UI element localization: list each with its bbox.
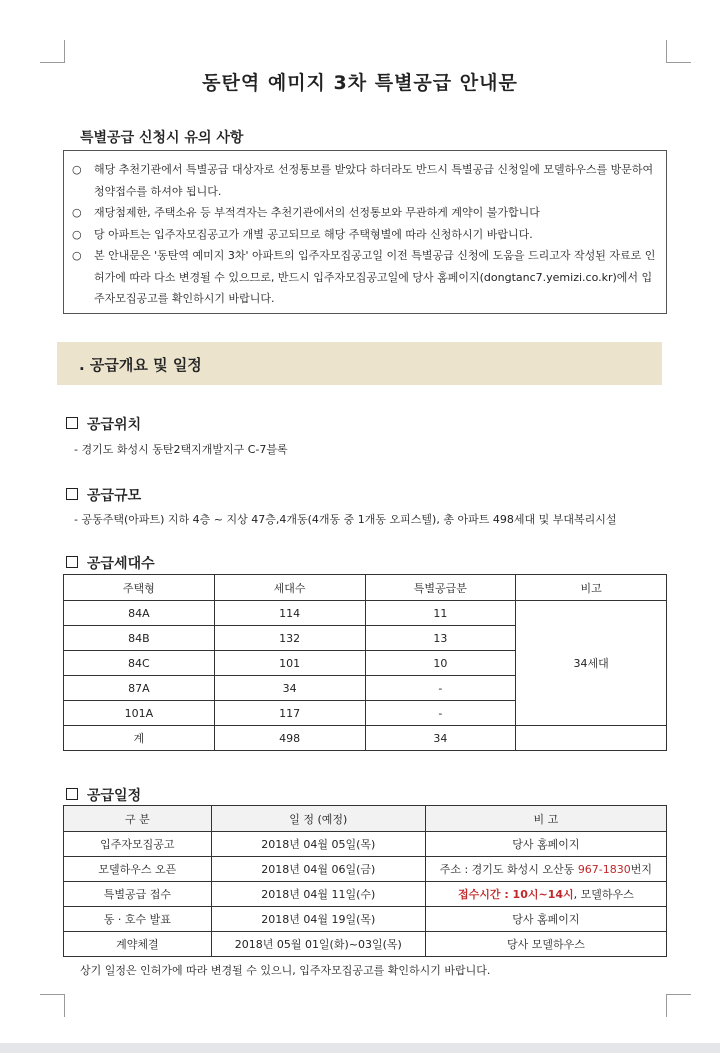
circle-bullet-icon: ○ — [72, 206, 82, 219]
column-header: 구 분 — [64, 806, 212, 832]
schedule-heading: 공급일정 — [66, 785, 141, 805]
notice-text: 재당첨제한, 주택소유 등 부적격자는 추천기관에서의 선정통보와 무관하게 계약이 불가합니다 — [94, 206, 540, 219]
table-cell: 34 — [365, 726, 516, 751]
table-cell: 동 · 호수 발표 — [64, 907, 212, 932]
notice-text: 본 안내문은 '동탄역 예미지 3차' 아파트의 입주자모집공고일 이전 특별공급 신청에 도움을 드리고자 작성된 자료로 인허가에 따라 다소 변경될 수 있으므로, 반드시 입주자모집공고일에 당사 홈페이지(dongtanc7.yemizi.co.kr)에서 입주자모집공고를 확인하시기 바랍니다. — [94, 249, 656, 305]
table-cell: 498 — [214, 726, 365, 751]
schedule-table — [63, 805, 667, 957]
table-header-row — [64, 575, 667, 601]
table-cell: 주소 : 경기도 화성시 오산동 967-1830번지 — [425, 857, 666, 882]
crop-mark-bottom-left — [40, 994, 65, 1017]
table-cell: 계 — [64, 726, 215, 751]
column-header: 비고 — [516, 575, 667, 601]
column-header: 일 정 (예정) — [211, 806, 425, 832]
table-row — [64, 601, 667, 626]
viewer-bottom-bar — [0, 1043, 720, 1053]
circle-bullet-icon: ○ — [72, 249, 82, 262]
notice-box — [63, 150, 667, 314]
notice-title: 특별공급 신청시 유의 사항 — [80, 130, 244, 146]
circle-bullet-icon: ○ — [72, 163, 82, 176]
crop-mark-top-right — [666, 40, 691, 63]
table-row — [64, 832, 667, 857]
crop-mark-bottom-right — [666, 994, 691, 1017]
notice-text: 당 아파트는 입주자모집공고가 개별 공고되므로 해당 주택형별에 따라 신청하시기 바랍니다. — [94, 227, 533, 241]
table-cell: 117 — [214, 701, 365, 726]
table-cell: 당사 홈페이지 — [425, 907, 666, 932]
table-cell: - — [365, 701, 516, 726]
table-cell: 특별공급 접수 — [64, 882, 212, 907]
table-cell: 당사 모델하우스 — [425, 932, 666, 957]
table-cell: 2018년 04월 11일(수) — [211, 882, 425, 907]
scale-heading: 공급규모 — [66, 485, 141, 505]
table-cell: 입주자모집공고 — [64, 832, 212, 857]
table-cell: 2018년 04월 06일(금) — [211, 857, 425, 882]
location-heading: 공급위치 — [66, 414, 141, 434]
table-total-row — [64, 726, 667, 751]
table-cell: 87A — [64, 676, 215, 701]
table-row — [64, 882, 667, 907]
page-title: 동탄역 예미지 3차 특별공급 안내문 — [202, 72, 518, 94]
column-header: 주택형 — [64, 575, 215, 601]
table-cell: - — [365, 676, 516, 701]
table-cell: 모델하우스 오픈 — [64, 857, 212, 882]
table-cell: 2018년 04월 19일(목) — [211, 907, 425, 932]
table-row — [64, 932, 667, 957]
notice-item — [72, 202, 656, 224]
table-cell: 84C — [64, 651, 215, 676]
table-cell: 2018년 05월 01일(화)~03일(목) — [211, 932, 425, 957]
table-cell: 84B — [64, 626, 215, 651]
column-header: 비 고 — [425, 806, 666, 832]
table-cell: 101A — [64, 701, 215, 726]
checkbox-square-icon — [66, 788, 78, 800]
table-cell — [516, 726, 667, 751]
checkbox-square-icon — [66, 556, 78, 568]
checkbox-square-icon — [66, 417, 78, 429]
table-cell: 34 — [214, 676, 365, 701]
table-row — [64, 907, 667, 932]
notice-item — [72, 159, 656, 202]
location-text: - 경기도 화성시 동탄2택지개발지구 C-7블록 — [74, 443, 288, 456]
notice-item — [72, 245, 656, 310]
checkbox-square-icon — [66, 488, 78, 500]
column-header: 세대수 — [214, 575, 365, 601]
units-table — [63, 574, 667, 751]
table-header-row — [64, 806, 667, 832]
notice-item — [72, 224, 656, 246]
notice-text: 해당 추천기관에서 특별공급 대상자로 선정통보를 받았다 하더라도 반드시 특별공급 신청일에 모델하우스를 방문하여 청약접수를 하셔야 됩니다. — [94, 163, 654, 198]
table-cell: 10 — [365, 651, 516, 676]
table-cell: 2018년 04월 05일(목) — [211, 832, 425, 857]
schedule-footnote: 상기 일정은 인허가에 따라 변경될 수 있으니, 입주자모집공고를 확인하시기 바랍니다. — [80, 964, 491, 977]
table-row — [64, 857, 667, 882]
crop-mark-top-left — [40, 40, 65, 63]
circle-bullet-icon: ○ — [72, 227, 82, 241]
table-cell: 당사 홈페이지 — [425, 832, 666, 857]
section-title: . 공급개요 및 일정 — [79, 356, 202, 374]
section-header — [57, 342, 662, 385]
scale-text: - 공동주택(아파트) 지하 4층 ~ 지상 47층,4개동(4개동 중 1개동 오피스텔), 총 아파트 498세대 및 부대복리시설 — [74, 513, 617, 526]
units-note-cell: 34세대 — [516, 601, 667, 726]
table-cell: 계약체결 — [64, 932, 212, 957]
table-cell: 101 — [214, 651, 365, 676]
table-cell: 114 — [214, 601, 365, 626]
table-cell: 13 — [365, 626, 516, 651]
table-cell: 132 — [214, 626, 365, 651]
table-cell: 84A — [64, 601, 215, 626]
table-cell: 접수시간 : 10시~14시, 모델하우스 — [425, 882, 666, 907]
units-heading: 공급세대수 — [66, 553, 155, 573]
table-cell: 11 — [365, 601, 516, 626]
column-header: 특별공급분 — [365, 575, 516, 601]
